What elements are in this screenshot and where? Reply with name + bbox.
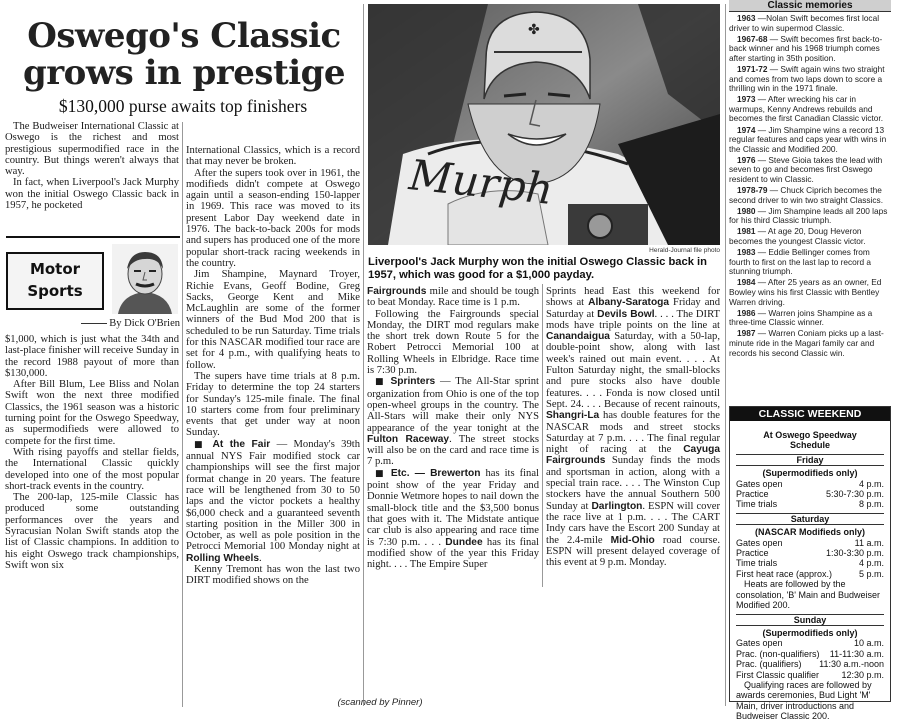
headline-line-1: Oswego's Classic [27,16,341,56]
memory-item [729,65,891,94]
paragraph: With rising payoffs and stellar fields, the International Classic quickly developed into one of the most popular short-track events in the country. [5,446,179,492]
schedule-time: 5 p.m. [858,568,884,579]
text: — Monday's 39th annual NYS Fair modified stock car championships will see the first major format change in 20 years. The feature race will be lengthened from 30 to 50 laps and the victor pockets a healthy $6,000 check and a guaranteed seventh starting position in the Miller 300 in October, as well as pole position in the Petrocci Memorial 100 Monday night at [186,438,360,553]
memory-item [729,329,891,358]
schedule-time: 12:30 p.m. [841,669,884,680]
bold-text: Dundee [445,536,483,548]
memories-title: Classic memories [729,0,891,12]
schedule-time: 1:30-3:30 p.m. [825,548,884,559]
column-rule [363,4,364,706]
paragraph: In fact, when Liverpool's Jack Murphy won the initial Oswego Classic back in 1957, he pocketed [5,177,179,212]
memory-item [729,156,891,185]
scan-credit: (scanned by Pinner) [337,697,423,708]
column-rule [725,4,726,706]
bold-text: Rolling Wheels [186,552,260,564]
square-bullet-icon: ■ [375,468,386,479]
memory-item [729,14,891,33]
paragraph: The 200-lap, 125-mile Classic has produced some outstanding performances over the years and Syracusian Nolan Swift stands atop the list of Classic champions. In addition to his eight Oswego track championships, Swift won six [5,492,179,571]
memory-item [729,126,891,155]
square-bullet-icon: ■ [194,439,207,450]
paragraph [546,286,720,568]
memory-text: — Jim Shampine wins a record 13 regular features and caps year with wins in the Classic and Modified 200. [729,124,887,154]
headline-deck: $130,000 purse awaits top finishers [58,96,308,116]
sunday-class: (Supermodifieds only) [762,627,858,638]
columnist-portrait [112,244,178,314]
memory-item [729,248,891,277]
logo-text-box [6,252,104,310]
memory-text: — Warren Coniam picks up a last-minute ride in the Magari family car and records his second Classic win. [729,328,884,358]
memory-text: — Jim Shampine leads all 200 laps for his third Classic triumph. [729,205,888,226]
schedule-time: 10 a.m. [853,638,884,649]
saturday-note: Heats are followed by the consolation, 'B' Main and Budweiser Modified 200. [736,579,881,611]
memory-item [729,309,891,328]
paragraph: The Budweiser International Classic at Oswego is the richest and most prestigious supermodified race in the country. But things weren't always that way. [5,121,179,178]
paragraph: Following the Fairgrounds special Monday, the DIRT mod regulars make the short trek down Route 5 for the Robert Petrocci Memorial 100 at Rolling Wheels in Elbridge. Race time is 7:30 p.m. [367,308,539,377]
paragraph: Jim Shampine, Maynard Troyer, Richie Evans, Geoff Bodine, Greg Sacks, George Kent and Mike McLaughlin are some of the former winners of the Bud Mod 200 that is scheduled to be run Saturday. Time trials for this NASCAR modified tour race are set for 4 p.m., with qualifying heats to follow. [186,269,360,371]
memory-text: — Swift again wins two straight and comes from two laps down to score a thrilling win in the 1971 finale. [729,63,885,94]
memory-year: 1978-79 [737,185,768,196]
schedule-event: Prac. (qualifiers) [736,659,802,670]
text: . The street stocks will also be on the card and race time is 7 p.m. [367,433,539,468]
paragraph: After the supers took over in 1961, the modifieds didn't compete at Oswego again until a season-ending 150-lapper in 1969. This race was moved to its present Labor Day weekend date in 1976. The back-to-back 200s for mods and supers has produced one of the more popular short-track racing weekends in the country. [186,167,360,269]
schedule-time: 8 p.m. [858,499,884,510]
memory-text: — After 25 years as an owner, Ed Bowley wins his first Classic with Bentley Warren driving. [729,277,882,307]
memory-year: 1984 [737,277,756,288]
schedule-row [736,558,884,568]
schedule-row [736,479,884,489]
text: mile and should be tough to beat Monday. Race time is 1 p.m. [367,286,539,309]
memory-item [729,207,891,226]
paragraph: International Classics, which is a record that may never be broken. [186,145,360,168]
square-bullet-icon: ■ [375,377,386,388]
schedule-row [736,670,884,680]
bold-text: Cayuga Fairgrounds [546,444,720,467]
schedule-time: 4 p.m. [858,558,884,569]
subhead: Etc. — Brewerton [390,467,481,479]
bold-text: Fulton Raceway [367,433,450,445]
text: Sunday finds the mods and sportsman in action, along with a special train race. . . . The Winston Cup stockers have the annual Southern 500 Sunday at [546,455,720,512]
saturday-class: (NASCAR Modifieds only) [755,527,865,538]
memory-item [729,278,891,307]
schedule-event: Practice [736,548,769,559]
day-friday: Friday [736,454,884,466]
column-rule [542,284,543,587]
paragraph [367,468,539,571]
memory-year: 1987 [737,328,756,339]
paragraph: Kenny Tremont has won the last two DIRT modified shows on the [186,563,360,587]
article-col2 [186,145,360,587]
schedule-row [736,499,884,509]
memory-year: 1986 [737,307,756,318]
schedule-event: Time trials [736,558,778,569]
text: Friday and Saturday at [546,297,720,320]
text: — The All-Star sprint organization from Ohio is one of the top open-wheel groups in the country. The All-Stars will make their only NYS appearance of the year tonight at the [367,376,539,434]
memory-text: — Swift becomes first back-to-back winner and his 1968 triumph comes after starting in 35th position. [729,33,883,63]
article-col4 [546,286,720,568]
text: has double features for the NASCAR mods and street stocks Saturday at 7 p.m. . . . The final regular night of racing at the [546,410,720,456]
schedule-time: 4 p.m. [858,478,884,489]
day-saturday: Saturday [736,513,884,525]
schedule-time: 11 a.m. [854,537,884,548]
schedule-event: Prac. (non-qualifiers) [736,648,820,659]
memory-year: 1983 [737,247,756,258]
memory-year: 1971-72 [737,63,768,74]
memory-year: 1967-68 [737,33,768,44]
memory-year: 1976 [737,154,756,165]
bold-text: Devils Bowl [597,308,655,320]
article-col1-top [5,121,179,211]
schedule-time: 5:30-7:30 p.m. [825,489,884,500]
paragraph [367,286,539,309]
byline-dash [81,323,107,324]
schedule-row [736,548,884,558]
paragraph: After Bill Blum, Lee Bliss and Nolan Swift won the next three modified Classics, the 1961 season was a historic turning point for the Oswego Speedway, as supermodifieds were allowed to compete for the first time. [5,379,179,447]
memory-year: 1981 [737,226,756,237]
sunday-rows [736,638,884,680]
paragraph [367,376,539,467]
schedule-row [736,659,884,669]
subhead: Sprinters [390,376,436,388]
headline-line-2: grows in prestige [22,53,346,93]
bold-text: Darlington [591,500,643,512]
memories-list [729,14,891,358]
classic-weekend [729,406,891,722]
memory-text: — Warren joins Shampine as a three-time Classic winner. [729,307,873,328]
headline-block [18,18,350,92]
memory-text: — Chuck Ciprich becomes the second driver to win two straight Classics. [729,185,884,205]
svg-text:✤: ✤ [528,22,540,38]
schedule-row [736,569,884,579]
schedule-event: Time trials [736,499,778,510]
schedule-row [736,538,884,548]
column-rule [182,122,183,707]
memory-text: —Nolan Swift becomes first local driver to win supermod Classic. [729,13,880,33]
memory-year: 1963 [737,13,756,23]
memory-year: 1980 [737,205,756,216]
memory-text: — At age 20, Doug Heveron becomes the youngest Classic victor. [729,226,866,247]
text: road course. ESPN will present delayed coverage of this event at 9 p.m. Monday. [546,534,720,569]
paragraph [186,439,360,564]
article-col1-bottom [5,334,179,571]
bold-text: Canandaigua [546,331,610,343]
venue: At Oswego Speedway [763,430,857,440]
schedule-event: First Classic qualifier [736,669,820,680]
schedule-event: Practice [736,489,769,500]
friday-rows [736,479,884,510]
paragraph: The supers have time trials at 8 p.m. Friday to determine the top 24 starters for Sunday's 125-mile finale. The final 10 starters come from four preliminary events that get under way at noon Sunday. [186,370,360,439]
weekend-schedule [730,421,890,722]
text: . . . . The DIRT mods have triple points on the line at [546,308,720,331]
saturday-rows [736,538,884,580]
byline [6,318,180,329]
car-lettering: Murph [406,150,556,215]
article-col3 [367,286,539,570]
paragraph: $1,000, which is just what the 34th and last-place finisher will receive Sunday in the record 1988 payout of more than $130,000. [5,334,179,379]
schedule-label: Schedule [789,440,830,451]
memory-item [729,227,891,246]
day-sunday: Sunday [736,614,884,626]
memory-year: 1974 [737,124,756,135]
memory-year: 1973 [737,94,756,105]
text: Sprints head East this weekend for shows at [546,286,720,309]
schedule-event: Gates open [736,537,783,548]
schedule-event: First heat race (approx.) [736,568,833,579]
bold-text: Albany-Saratoga [588,297,670,309]
photo-caption: Liverpool's Jack Murphy won the initial Oswego Classic back in 1957, which was good for a $1,000 payday. [368,256,707,281]
text: Saturday, with a 50-lap, double-point show, along with last week's rained out main event. . . . At Fulton Saturday night, the small-blocks and pure stocks also have double features. . . . Fonda is now closed until Sept. 24. . . . Because of recent rainouts, [546,331,720,410]
weekend-title: CLASSIC WEEKEND [730,407,890,421]
schedule-row [736,638,884,648]
schedule-row [736,489,884,499]
memory-text: — Eddie Bellinger comes from fourth to first on the last lap to record a stunning triumph. [729,247,872,277]
column-logo [6,236,180,316]
schedule-event: Gates open [736,638,783,649]
subhead: At the Fair [212,438,271,450]
schedule-event: Gates open [736,478,783,489]
byline-text: By Dick O'Brien [109,318,180,329]
memory-item [729,35,891,64]
photo-credit: Herald-Journal file photo [649,247,720,254]
text: has its final modified show of the year this Friday night. . . . The Empire Super [367,536,539,571]
sunday-note: Qualifying races are followed by awards ceremonies, Bud Light 'M' Main, driver introductions and Budweiser Classic 200. [736,679,872,722]
schedule-time: 11-11:30 a.m. [829,648,884,659]
racer-photo [368,4,720,245]
memory-text: — After wrecking his car in warmups, Kenny Andrews rebuilds and becomes the first Canadian Classic victor. [729,94,884,124]
text: has its final point show of the year Friday and Donnie Wetmore hopes to nail down the small-block title and the $3,500 bonus that goes with it. The Midstate antique car club is also appearing and race time is 7:30 p.m. . . . [367,467,539,548]
classic-memories [729,0,891,360]
memory-text: — Steve Gioia takes the lead with seven to go and becomes first Oswego resident to win Classic. [729,154,883,184]
schedule-time: 11:30 a.m.-noon [819,659,884,670]
text: . [259,552,262,564]
text: . ESPN will cover the race live at 1 p.m. . . . The CART Indy cars have the Escort 200 Sunday at the 2.4-mile [546,500,720,546]
logo-motor: Motor [29,260,81,278]
memory-item [729,186,891,205]
friday-class: (Supermodifieds only) [762,468,858,479]
logo-sports: Sports [27,282,83,300]
schedule-row [736,649,884,659]
memory-item [729,95,891,124]
bold-text: Fairgrounds [367,286,427,297]
bold-text: Mid-Ohio [610,534,655,546]
bold-text: Shangri-La [546,410,600,422]
